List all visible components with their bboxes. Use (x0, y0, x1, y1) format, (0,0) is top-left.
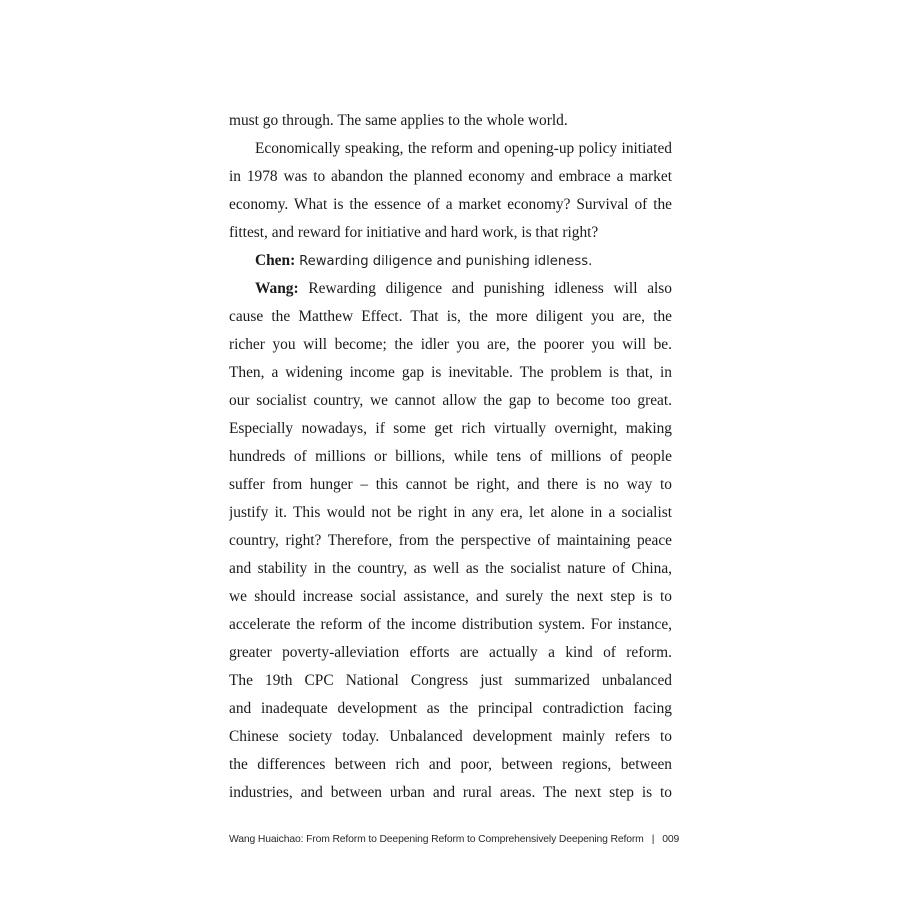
text-line: greater poverty-alleviation efforts are actually a kind of reform. (229, 644, 672, 661)
text-line: and inadequate development as the principal contradiction facing (229, 700, 672, 717)
footer-separator: | (651, 834, 655, 845)
text-line: industries, and between urban and rural areas. The next step is to (229, 784, 672, 801)
dialogue-text: Rewarding diligence and punishing idleness. (299, 254, 593, 269)
page-body (229, 107, 672, 807)
text-line: accelerate the reform of the income distribution system. For instance, (229, 616, 672, 633)
text-line: Economically speaking, the reform and opening-up policy initiated (255, 140, 672, 157)
text-line: fittest, and reward for initiative and hard work, is that right? (229, 224, 599, 241)
page-footer (229, 831, 680, 849)
text-line: richer you will become; the idler you are, the poorer you will be. (229, 336, 672, 353)
text-line: The 19th CPC National Congress just summarized unbalanced (229, 672, 672, 689)
dialogue-text: Rewarding diligence and punishing idleness will also (308, 280, 672, 297)
text-line: Then, a widening income gap is inevitable. The problem is that, in (229, 364, 672, 381)
text-line: Chinese society today. Unbalanced development mainly refers to (229, 728, 672, 745)
text-line: suffer from hunger – this cannot be right, and there is no way to (229, 476, 672, 493)
text-line: in 1978 was to abandon the planned economy and embrace a market (229, 168, 672, 185)
text-line: the differences between rich and poor, between regions, between (229, 756, 672, 773)
text-line: and stability in the country, as well as the socialist nature of China, (229, 560, 672, 577)
text-line: Especially nowadays, if some get rich virtually overnight, making (229, 420, 672, 437)
text-line: justify it. This would not be right in any era, let alone in a socialist (229, 504, 672, 521)
dialogue-line-chen (229, 247, 672, 275)
page-number: 009 (662, 834, 680, 845)
text-line: we should increase social assistance, and surely the next step is to (229, 588, 672, 605)
running-title: Wang Huaichao: From Reform to Deepening Reform to Comprehensively Deepening Reform (229, 834, 644, 845)
text-line: must go through. The same applies to the whole world. (229, 112, 568, 129)
text-line: country, right? Therefore, from the perspective of maintaining peace (229, 532, 672, 549)
text-line: economy. What is the essence of a market economy? Survival of the (229, 196, 672, 213)
speaker-label: Wang: (255, 280, 299, 297)
speaker-label: Chen: (255, 252, 296, 269)
dialogue-line-wang (229, 275, 672, 303)
text-line: our socialist country, we cannot allow the gap to become too great. (229, 392, 672, 409)
text-line: cause the Matthew Effect. That is, the more diligent you are, the (229, 308, 672, 325)
text-line: hundreds of millions or billions, while tens of millions of people (229, 448, 672, 465)
